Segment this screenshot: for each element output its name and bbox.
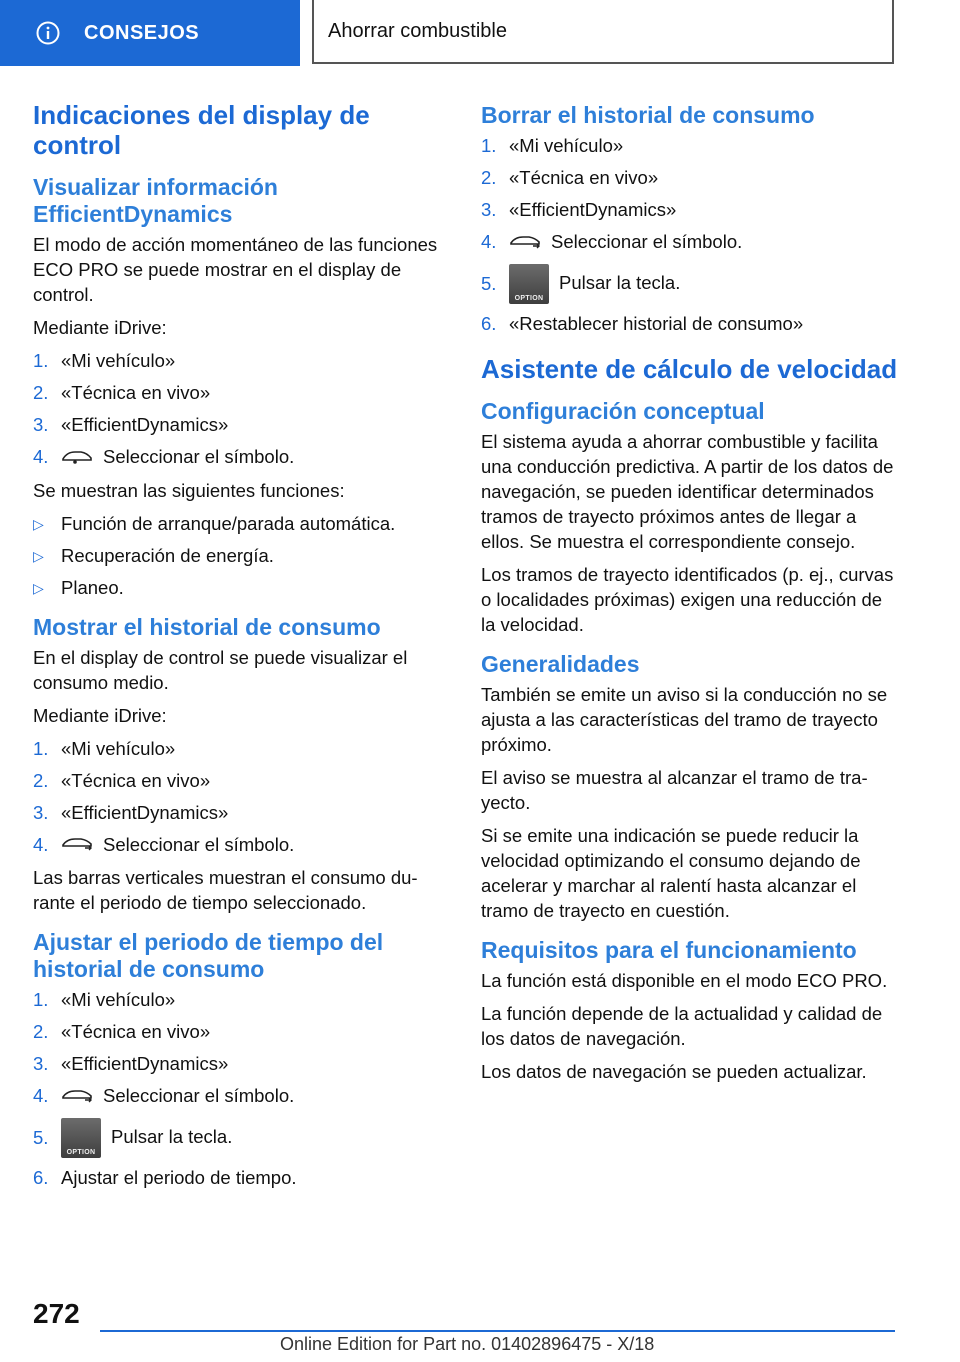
list-item: 2. «Técnica en vivo» — [33, 769, 211, 791]
list-item: ▷ Recuperación de energía. — [33, 543, 448, 568]
list-item: 4. Seleccionar el símbolo. — [481, 229, 901, 256]
heading-concept: Configuración conceptual — [481, 397, 765, 424]
edition-note: Online Edition for Part no. 01402896475 - X/18 — [280, 1334, 655, 1354]
heading-display: Indicaciones del display de control — [33, 100, 370, 160]
list-item: ▷ Función de arranque/parada automática. — [33, 511, 448, 536]
car-efficiency-icon — [61, 1085, 93, 1110]
paragraph: Mediante iDrive: — [33, 317, 167, 338]
list-item: 3. «EfficientDynamics» — [33, 1053, 229, 1075]
paragraph: En el display de control se puede visualizar el consumo medio. — [33, 646, 408, 693]
heading-general: Generalidades — [481, 650, 640, 677]
page-number: 272 — [33, 1298, 80, 1329]
heading-efficientdynamics: Visualizar información EfficientDynamics — [33, 174, 278, 227]
step-list — [33, 736, 448, 859]
section-tab[interactable] — [0, 0, 300, 66]
paragraph: Los tramos de trayecto identificados (p. ej., curvas o localidades próximas) exigen una reducción de la velocidad. — [481, 563, 894, 635]
list-item: 1. «Mi vehículo» — [33, 737, 176, 759]
list-item: 4. Seleccionar el símbolo. — [33, 444, 448, 471]
list-item: 5. OPTION Pulsar la tecla. — [33, 1117, 448, 1158]
paragraph: El modo de acción momentáneo de las funciones ECO PRO se puede mostrar en el display de control. — [33, 234, 438, 305]
list-item: 5. OPTION Pulsar la tecla. — [481, 263, 901, 304]
triangle-bullet-icon: ▷ — [33, 547, 44, 564]
paragraph: La función depende de la actualidad y calidad de los datos de navegación. — [481, 1002, 883, 1049]
triangle-bullet-icon: ▷ — [33, 579, 44, 596]
step-list — [33, 348, 448, 471]
option-key-icon: OPTION — [509, 264, 549, 304]
list-item: 6. Ajustar el periodo de tiempo. — [33, 1166, 297, 1188]
list-item: 2. «Técnica en vivo» — [481, 167, 659, 188]
step-list — [481, 133, 901, 336]
triangle-bullet-icon: ▷ — [33, 515, 44, 532]
heading-speed-assistant: Asistente de cálculo de velocidad — [481, 353, 898, 384]
car-efficiency-icon — [509, 231, 541, 256]
list-item: 1. «Mi vehículo» — [481, 135, 624, 156]
list-item: 2. «Técnica en vivo» — [33, 1021, 211, 1043]
info-circle-icon — [36, 21, 60, 45]
list-item: 3. «EfficientDynamics» — [33, 801, 229, 823]
list-item: 4. Seleccionar el símbolo. — [33, 832, 448, 859]
heading-requirements: Requisitos para el funcionamiento — [481, 936, 857, 963]
list-item: 4. Seleccionar el símbolo. — [33, 1083, 448, 1110]
heading-adjust-period: Ajustar el periodo de tiempo del historial de consumo — [33, 929, 384, 983]
list-item: ▷ Planeo. — [33, 575, 448, 600]
option-key-icon: OPTION — [61, 1118, 101, 1158]
paragraph: El sistema ayuda a ahorrar combustible y facilita una conducción predictiva. A partir de los datos de navegación, se pueden identificar determinados tramos de trayecto próximos antes de llegar a ellos. Se muestra el correspondiente consejo. — [481, 430, 894, 552]
list-item: 1. «Mi vehículo» — [33, 350, 176, 371]
heading-consumption-history: Mostrar el historial de consumo — [33, 613, 381, 640]
paragraph: Si se emite una indicación se puede reducir la velocidad optimizando el consumo dejando de acelerar y marchar al ralentí hasta alcanzar el tramo de trayecto en cuestión. — [481, 824, 861, 921]
list-item: 2. «Técnica en vivo» — [33, 382, 211, 403]
list-item: 1. «Mi vehículo» — [33, 989, 176, 1011]
bullet-list — [33, 511, 448, 600]
page-title: Ahorrar combustible — [312, 0, 894, 64]
left-column — [33, 100, 448, 1197]
car-efficiency-icon — [61, 833, 93, 858]
paragraph: La función está disponible en el modo ECO PRO. — [481, 969, 888, 991]
page-header — [0, 0, 960, 66]
paragraph: Mediante iDrive: — [33, 704, 167, 726]
paragraph: También se emite un aviso si la conducción no se ajusta a las características del tramo de trayecto próximo. — [481, 683, 888, 755]
heading-delete-history: Borrar el historial de consumo — [481, 102, 815, 128]
car-efficiency-icon — [61, 446, 93, 471]
footer-divider — [100, 1330, 895, 1332]
list-item: 6. «Restablecer historial de consumo» — [481, 312, 804, 334]
step-list — [33, 987, 448, 1190]
paragraph: Los datos de navegación se pueden actualizar. — [481, 1060, 867, 1082]
paragraph: El aviso se muestra al alcanzar el tramo de trayecto. — [481, 766, 868, 813]
right-column — [481, 100, 901, 1092]
section-label: CONSEJOS — [84, 21, 200, 44]
paragraph: Se muestran las siguientes funciones: — [33, 479, 345, 501]
list-item: 3. «EfficientDynamics» — [481, 199, 677, 220]
paragraph: Las barras verticales muestran el consumo durante el periodo de tiempo seleccionado. — [33, 867, 418, 914]
list-item: 3. «EfficientDynamics» — [33, 414, 229, 435]
